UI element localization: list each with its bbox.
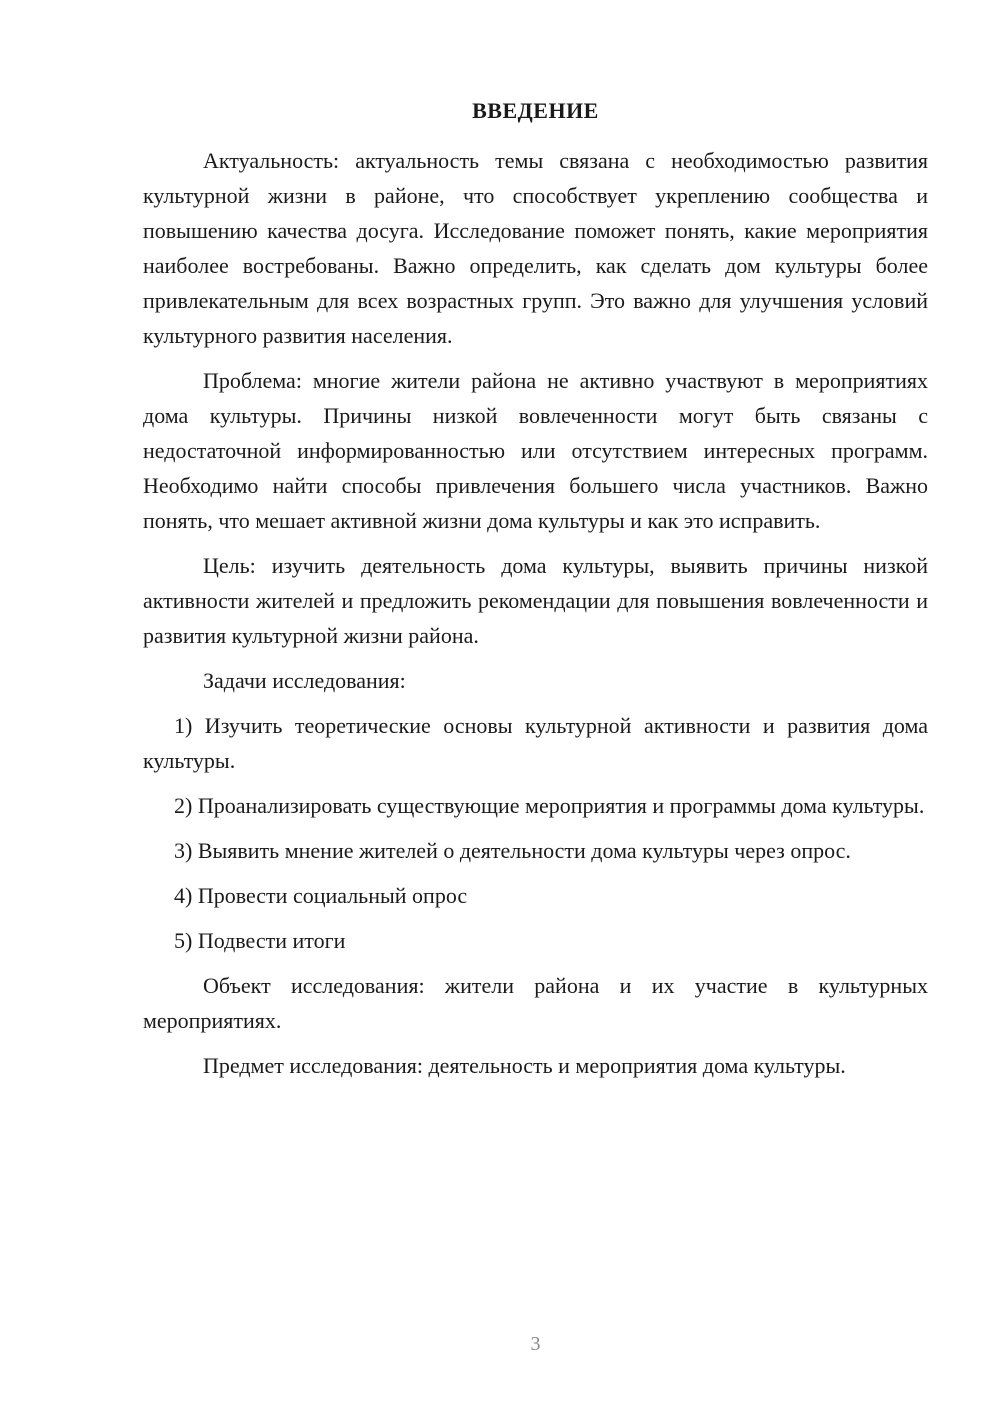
paragraph-problem: Проблема: многие жители района не активно участвуют в мероприятиях дома культуры. Причины низкой вовлеченности могут быть связаны с недостаточной информированностью или отсутствием интересных программ. Необходимо найти способы привлечения большего числа участников. Важно понять, что мешает активной жизни дома культуры и как это исправить. bbox=[143, 368, 928, 533]
paragraph-relevance: Актуальность: актуальность темы связана с необходимостью развития культурной жизни в районе, что способствует укреплению сообщества и повышению качества досуга. Исследование поможет понять, какие мероприятия наиболее востребованы. Важно определить, как сделать дом культуры более привлекательным для всех возрастных групп. Это важно для улучшения условий культурного развития населения. bbox=[143, 148, 928, 348]
document-body bbox=[143, 143, 928, 1093]
paragraph-tasks-intro: Задачи исследования: bbox=[203, 668, 406, 693]
paragraph-subject: Предмет исследования: деятельность и мероприятия дома культуры. bbox=[203, 1053, 846, 1078]
document-page bbox=[143, 0, 928, 1414]
tasks-list bbox=[143, 708, 928, 958]
page-number: 3 bbox=[530, 1333, 541, 1355]
paragraph-goal: Цель: изучить деятельность дома культуры, выявить причины низкой активности жителей и предложить рекомендации для повышения вовлеченности и развития культурной жизни района. bbox=[143, 553, 928, 648]
list-item: 1) Изучить теоретические основы культурной активности и развития дома культуры. bbox=[143, 713, 928, 773]
paragraph-object: Объект исследования: жители района и их участие в культурных мероприятиях. bbox=[143, 973, 928, 1033]
list-item: 5) Подвести итоги bbox=[174, 928, 346, 953]
section-heading: ВВЕДЕНИЕ bbox=[472, 98, 599, 123]
list-item: 4) Провести социальный опрос bbox=[174, 883, 468, 908]
list-item: 2) Проанализировать существующие мероприятия и программы дома культуры. bbox=[174, 793, 925, 818]
list-item: 3) Выявить мнение жителей о деятельности дома культуры через опрос. bbox=[174, 838, 851, 863]
